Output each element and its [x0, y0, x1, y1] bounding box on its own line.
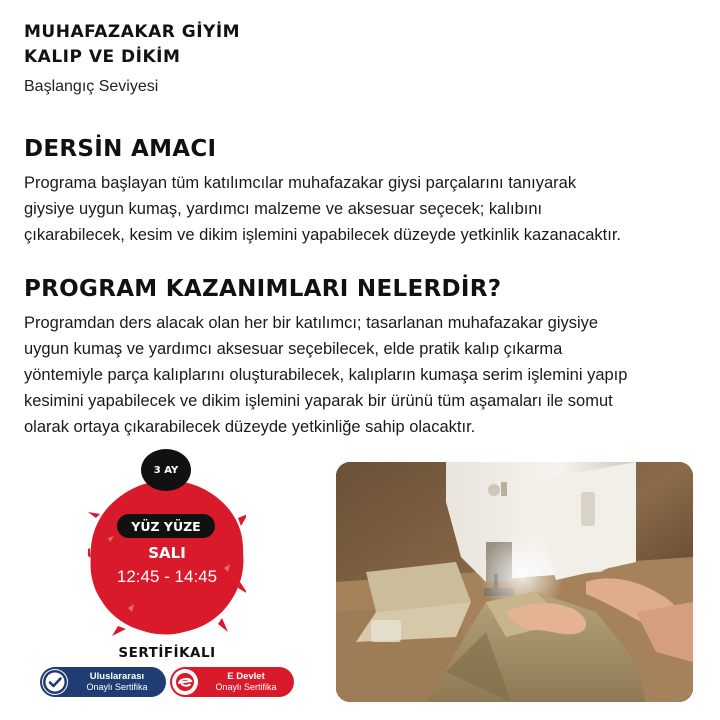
outcomes-paragraph — [24, 310, 714, 440]
outcomes-line: Programdan ders alacak olan her bir katılımcı; tasarlanan muhafazakar giysiye — [24, 314, 599, 332]
e-devlet-logo-icon — [172, 669, 198, 695]
check-circle-icon — [42, 669, 68, 695]
e-devlet-certificate-text — [198, 672, 294, 692]
course-title-line-2: KALIP VE DİKİM — [24, 47, 181, 67]
e-devlet-certificate-line-1: E Devlet — [227, 671, 265, 682]
certificate-title: SERTİFİKALI — [118, 645, 216, 661]
outcomes-line: kesimini yapabilecek ve dikim işlemini yaparak bir ürünü tüm aşamaları ile somut — [24, 392, 613, 410]
international-certificate-line-1: Uluslararası — [89, 671, 145, 682]
outcomes-heading: PROGRAM KAZANIMLARI NELERDİR? — [24, 276, 502, 302]
outcomes-line: olarak ortaya çıkarabilecek düzeyde yetkinliğe sahip olacaktır. — [24, 418, 476, 436]
international-certificate-text — [68, 672, 166, 692]
class-day: SALI — [148, 544, 186, 562]
international-certificate-line-2: Onaylı Sertifika — [86, 682, 148, 692]
sewing-machine-photo — [336, 462, 693, 702]
duration-badge: 3 AY — [141, 449, 191, 491]
international-certificate-badge — [40, 667, 166, 697]
goal-line: Programa başlayan tüm katılımcılar muhafazakar giysi parçalarını tanıyarak — [24, 174, 577, 192]
class-hours: 12:45 - 14:45 — [116, 567, 218, 586]
course-title — [24, 20, 240, 70]
e-devlet-certificate-line-2: Onaylı Sertifika — [215, 682, 277, 692]
outcomes-line: yöntemiyle parça kalıplarını oluşturabilecek, kalıpların kumaşa serim işlemini yapıp — [24, 366, 628, 384]
goal-line: giysiye uygun kumaş, yardımcı malzeme ve aksesuar seçecek; kalıbını — [24, 200, 543, 218]
outcomes-line: uygun kumaş ve yardımcı aksesuar seçebilecek, elde pratik kalıp çıkarma — [24, 340, 563, 358]
course-level: Başlangıç Seviyesi — [24, 78, 159, 95]
goal-paragraph — [24, 170, 714, 248]
course-title-line-1: MUHAFAZAKAR GİYİM — [24, 22, 241, 42]
mode-pill: YÜZ YÜZE — [117, 514, 215, 538]
goal-line: çıkarabilecek, kesim ve dikim işlemini yapabilecek düzeyde yetkinlik kazanacaktır. — [24, 226, 622, 244]
goal-heading: DERSİN AMACI — [24, 136, 217, 162]
e-devlet-certificate-badge — [170, 667, 294, 697]
